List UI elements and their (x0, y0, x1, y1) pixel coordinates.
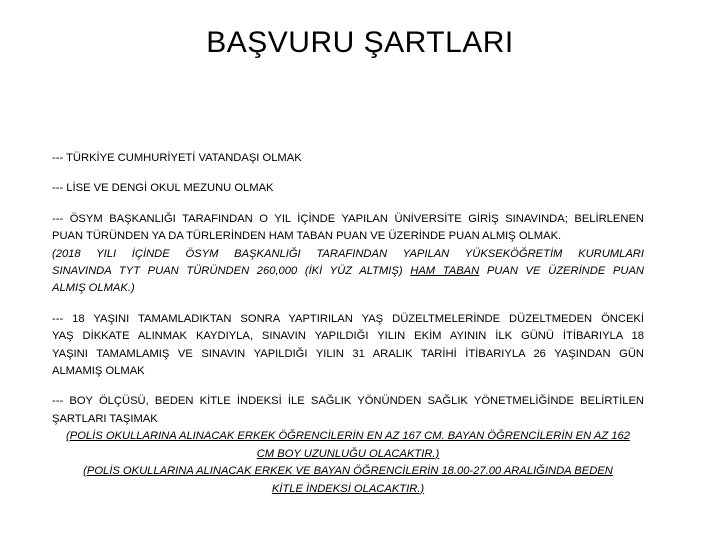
note-text: PUAN VE ÜZERİNDE PUAN (486, 265, 645, 278)
requirement-text: --- BOY ÖLÇÜSÜ, BEDEN KİTLE İNDEKSİ İLE SAĞLIK YÖNÜNDEN SAĞLIK YÖNETMELİĞİNDE BELİRTİLEN (52, 395, 644, 408)
underlined-term: HAM TABAN (410, 265, 480, 278)
bmi-note: KİTLE İNDEKSİ OLACAKTIR.) (271, 482, 425, 495)
requirement-note: ALMIŞ OLMAK.) (52, 282, 135, 295)
height-note: CM BOY UZUNLUĞU OLACAKTIR.) (256, 447, 440, 460)
requirement-text: YAŞ DİKKATE ALINMAK KAYDIYLA, SINAVIN YAPILDIĞI YILIN EKİM AYININ İLK GÜNÜ İTİBARIYLA 18 (52, 330, 644, 343)
requirement-text: --- 18 YAŞINI TAMAMLADIKTAN SONRA YAPTIRILAN YAŞ DÜZELTMELERİNDE DÜZELTMEDEN ÖNCEKİ (52, 312, 644, 325)
requirements-list (52, 150, 644, 511)
requirement-age (52, 311, 644, 381)
requirement-citizenship (52, 150, 644, 167)
page-title: BAŞVURU ŞARTLARI (206, 26, 514, 59)
requirement-text: --- LİSE VE DENGİ OKUL MEZUNU OLMAK (52, 182, 274, 195)
requirement-health (52, 393, 644, 497)
note-text: SINAVINDA TYT PUAN TÜRÜNDEN 260,000 (İKİ YÜZ ALTMIŞ) (52, 265, 403, 278)
height-note: (POLİS OKULLARINA ALINACAK ERKEK ÖĞRENCİLERİN EN AZ 167 CM. BAYAN ÖĞRENCİLERİN EN AZ 162 (66, 430, 630, 443)
requirement-education (52, 180, 644, 197)
requirement-text: --- ÖSYM BAŞKANLIĞI TARAFINDAN O YIL İÇİNDE YAPILAN ÜNİVERSİTE GİRİŞ SINAVINDA; BELİRLENEN (52, 212, 644, 225)
requirement-note: (2018 YILI İÇİNDE ÖSYM BAŞKANLIĞI TARAFINDAN YAPILAN YÜKSEKÖĞRETİM KURUMLARI (52, 247, 644, 260)
requirement-text: PUAN TÜRÜNDEN YA DA TÜRLERİNDEN HAM TABAN PUAN VE ÜZERİNDE PUAN ALMIŞ OLMAK. (52, 230, 562, 243)
bmi-note: (POLİS OKULLARINA ALINACAK ERKEK VE BAYAN ÖĞRENCİLERİN 18.00-27.00 ARALIĞINDA BEDEN (83, 465, 613, 478)
requirement-text: ŞARTLARI TAŞIMAK (52, 412, 158, 425)
requirement-text: YAŞINI TAMAMLAMIŞ VE SINAVIN YAPILDIĞI YILIN 31 ARALIK TARİHİ İTİBARIYLA 26 YAŞINDAN GÜN (52, 347, 644, 360)
requirement-note (52, 263, 644, 280)
requirement-text: ALMAMIŞ OLMAK (52, 365, 145, 378)
requirement-text: --- TÜRKİYE CUMHURİYETİ VATANDAŞI OLMAK (52, 152, 302, 164)
requirement-exam-score (52, 211, 644, 298)
